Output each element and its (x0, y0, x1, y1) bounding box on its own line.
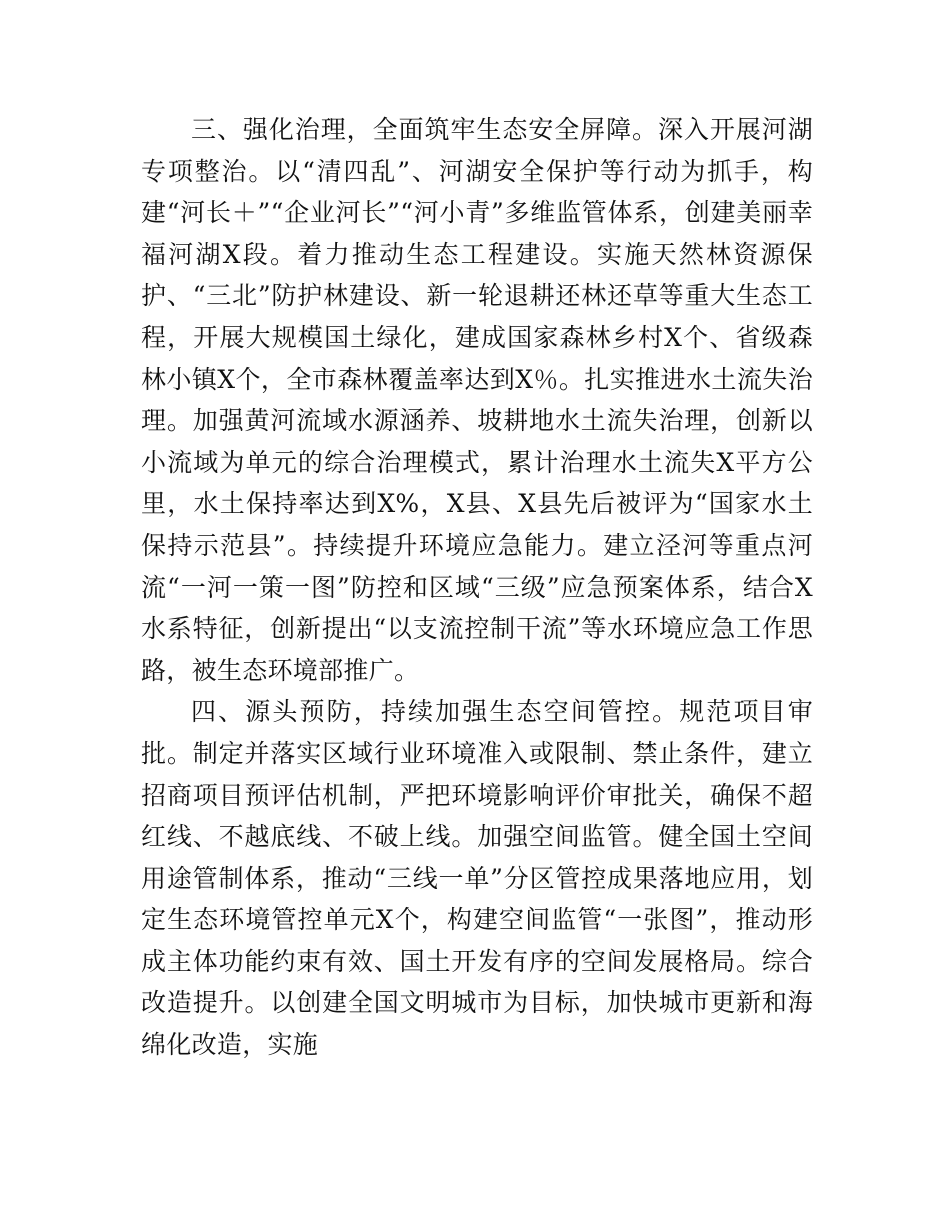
paragraph-section-4: 四、源头预防，持续加强生态空间管控。规范项目审批。制定并落实区域行业环境准入或限制、禁止条件，建立招商项目预评估机制，严把环境影响评价审批关，确保不超红线、不越底线、不破上线。加强空间监管。健全国土空间用途管制体系，推动“三线一单”分区管控成果落地应用，划定生态环境管控单元X个，构建空间监管“一张图”，推动形成主体功能约束有效、国土开发有序的空间发展格局。综合改造提升。以创建全国文明城市为目标，加快城市更新和海绵化改造，实施 (141, 697, 813, 1060)
document-body (141, 109, 813, 1066)
paragraph-section-3: 三、强化治理，全面筑牢生态安全屏障。深入开展河湖专项整治。以“清四乱”、河湖安全保护等行动为抓手，构建“河长＋”“企业河长”“河小青”多维监管体系，创建美丽幸福河湖X段。着力推动生态工程建设。实施天然林资源保护、“三北”防护林建设、新一轮退耕还林还草等重大生态工程，开展大规模国土绿化，建成国家森林乡村X个、省级森林小镇X个，全市森林覆盖率达到X％。扎实推进水土流失治理。加强黄河流域水源涵养、坡耕地水土流失治理，创新以小流域为单元的综合治理模式，累计治理水土流失X平方公里，水土保持率达到X%，X县、X县先后被评为“国家水土保持示范县”。持续提升环境应急能力。建立泾河等重点河流“一河一策一图”防控和区域“三级”应急预案体系，结合X水系特征，创新提出“以支流控制干流”等水环境应急工作思路，被生态环境部推广。 (141, 115, 813, 685)
